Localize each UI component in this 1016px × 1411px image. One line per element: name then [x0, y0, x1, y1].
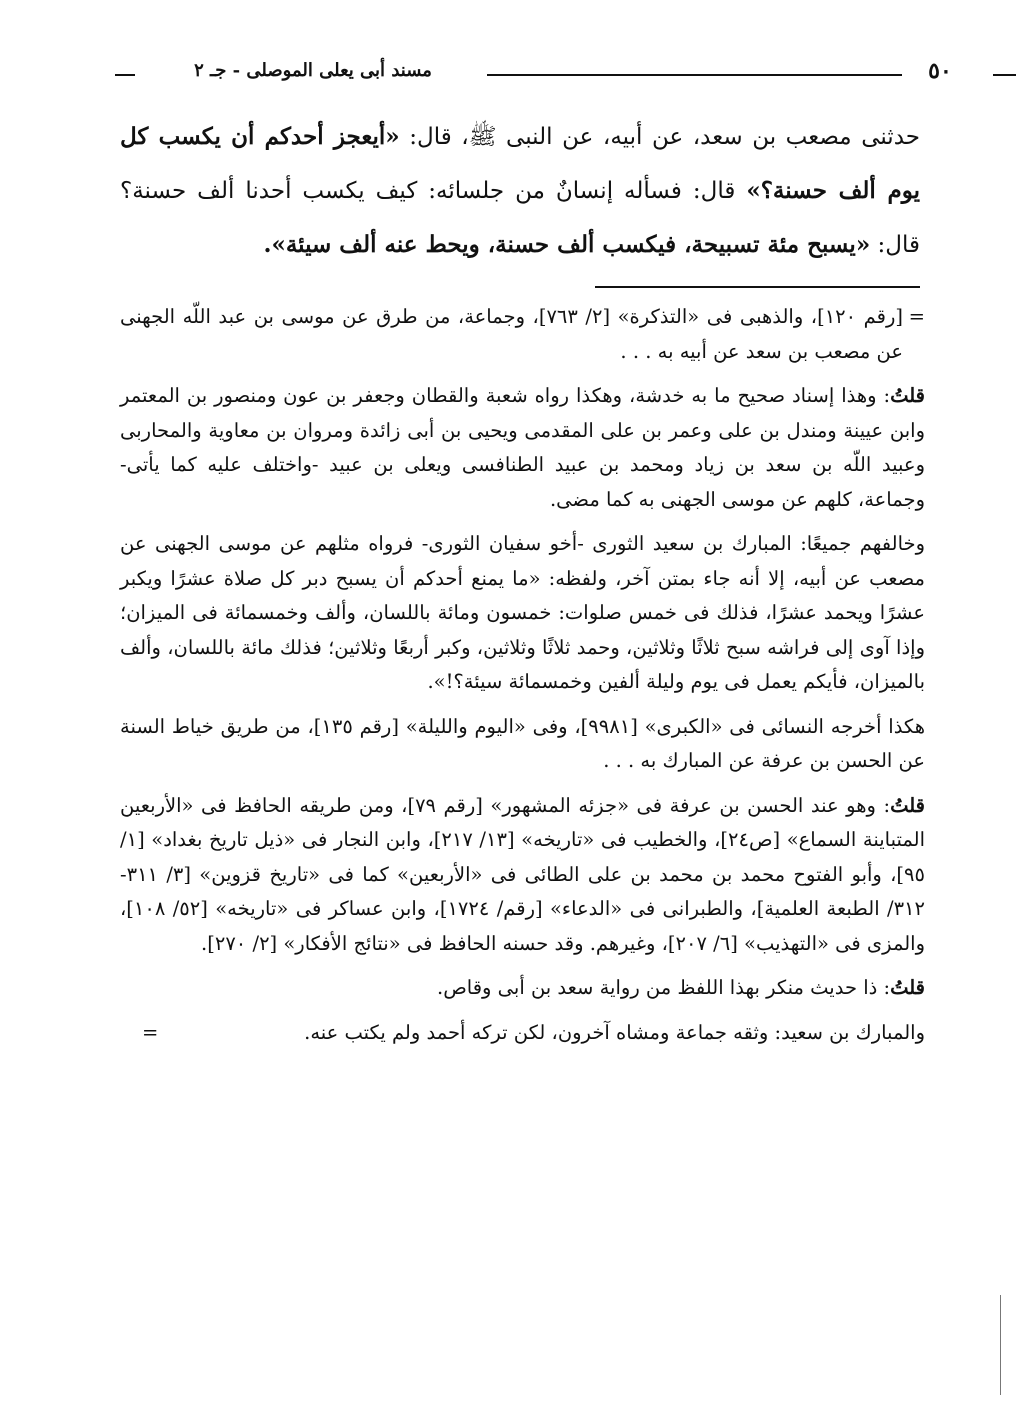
footnote-text: : وهو عند الحسن بن عرفة فى «جزئه المشهور» [رقم ٧٩]، ومن طريقه الحافظ فى «الأربعين المتباينة السماع» [ص٢٤]، والخطيب فى «تاريخه» [١٣/ ٢١٧]، وابن النجار فى «ذيل تاريخ بغداد» [١/ ٩٥]، وأبو الفتوح محمد بن محمد بن على الطائى فى «الأربعين» كما فى «تاريخ قزوين» [٣/ ٣١١- ٣١٢/ الطبعة العلمية]، والطبرانى فى «الدعاء» [رقم/ ١٧٢٤]، وابن عساكر فى «تاريخه» [٥٢/ ١٠٨]، والمزى فى «التهذيب» [٦/ ٢٠٧]، وغيرهم. وقد حسنه الحافظ فى «نتائج الأفكار» [٢/ ٢٧٠].: [120, 793, 925, 955]
hadith-matn-question: «أيعجز أحدكم أن يكسب كل يوم ألف حسنة؟»: [120, 123, 920, 204]
footnote-paragraph: [120, 710, 925, 779]
footnote-separator: [595, 286, 920, 288]
footnote-paragraph: [120, 1016, 925, 1051]
footnote-paragraph: [120, 379, 925, 517]
header-rule-right: [993, 74, 1016, 76]
footnote-text: هكذا أخرجه النسائى فى «الكبرى» [٩٩٨١]، وفى «اليوم والليلة» [رقم ١٣٥]، من طريق خياط السنة عن الحسن بن عرفة عن المبارك به . . .: [120, 714, 925, 772]
continuation-mark-start: =: [908, 305, 925, 328]
footnote-paragraph: [120, 527, 925, 700]
footnote-text: : ذا حديث منكر بهذا اللفظ من رواية سعد بن أبى وقاص.: [437, 976, 891, 999]
footnote-text: والمبارك بن سعيد: وثقه جماعة ومشاه آخرون، لكن تركه أحمد ولم يكتب عنه.: [304, 1020, 925, 1044]
running-header: [115, 58, 952, 88]
header-rule-middle: [487, 74, 902, 76]
hadith-isnad: حدثنى مصعب بن سعد، عن أبيه، عن النبى ﷺ، قال:: [399, 124, 920, 150]
hadith-text: [120, 110, 920, 272]
running-title: مسند أبى يعلى الموصلى - جـ ٢: [194, 60, 432, 81]
footnote-text: [رقم ١٢٠]، والذهبى فى «التذكرة» [٢/ ٧٦٣]، وجماعة، من طرق عن موسى بن عبد اللّه الجهنى عن مصعب بن سعد عن أبيه به . . .: [120, 305, 903, 363]
footnote-paragraph: [120, 971, 925, 1006]
scan-edge-line: [1000, 1295, 1001, 1395]
footnote-lead: قلتُ: [890, 793, 925, 817]
footnote-text: : وهذا إسناد صحيح ما به خدشة، وهكذا رواه شعبة والقطان وجعفر بن عون ومنصور بن المعتمر وابن عيينة ومندل بن على وعمر بن على المقدمى ويحيى بن أبى زائدة ومروان بن معاوية والمحاربى وعبيد اللّه بن سعد بن زياد ومحمد بن عبيد الطنافسى ويعلى بن عبيد -واختلف عليه كما يأتى- وجماعة، كلهم عن موسى الجهنى به كما مضى.: [120, 384, 925, 511]
continuation-mark-end: =: [142, 1020, 159, 1044]
footnote-text: وخالفهم جميعًا: المبارك بن سعيد الثورى -أخو سفيان الثورى- فرواه مثلهم عن موسى الجهنى عن مصعب عن أبيه، إلا أنه جاء بمتن آخر، ولفظه: «ما يمنع أحدكم أن يسبح دبر كل صلاة عشرًا ويكبر عشرًا ويحمد عشرًا، فذلك فى خمس صلوات: خمسون ومائة باللسان، وألف وخمسمائة فى الميزان؛ وإذا آوى إلى فراشه سبح ثلاثًا وثلاثين، وحمد ثلاثًا وثلاثين، وكبر أربعًا وثلاثين؛ فذلك مائة باللسان، وألف بالميزان، فأيكم يعمل فى يوم وليلة ألفين وخمسمائة سيئة؟!».: [120, 532, 925, 693]
header-rule-left: [115, 74, 135, 76]
hadith-matn-answer: «يسبح مئة تسبيحة، فيكسب ألف حسنة، ويحط عنه ألف سيئة».: [263, 231, 871, 258]
footnote-paragraph: [120, 789, 925, 962]
footnotes: [120, 300, 925, 1060]
hadith-narration: قال: فسأله إنسانٌ من جلسائه: كيف يكسب أحدنا ألف حسنة؟ قال:: [120, 178, 920, 258]
footnote-lead: قلتُ: [890, 976, 925, 999]
footnote-paragraph: [120, 300, 925, 369]
footnote-lead: قلتُ: [890, 384, 925, 407]
page-number: ٥٠: [928, 58, 952, 84]
